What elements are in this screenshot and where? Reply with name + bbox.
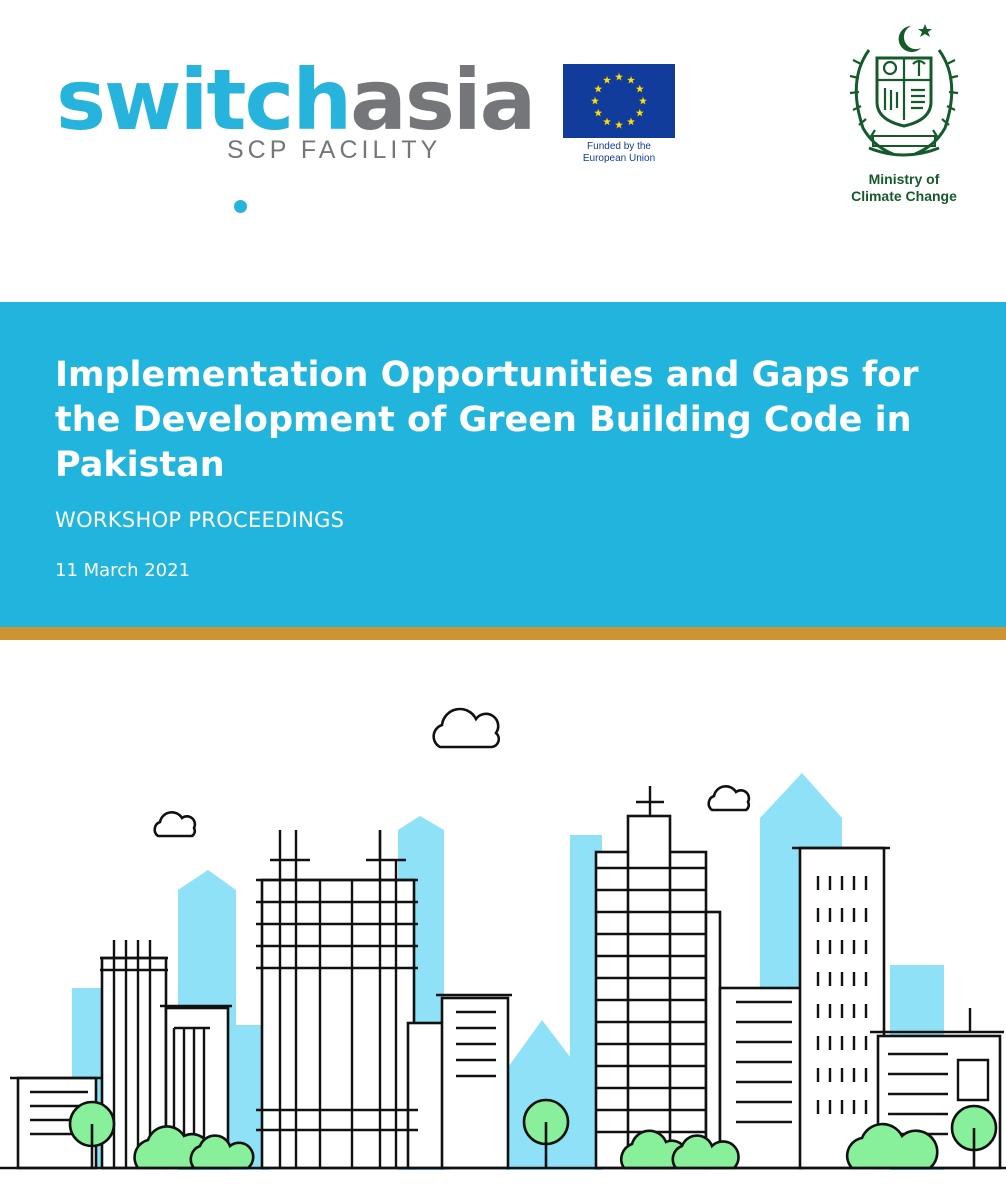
cloud-icon — [434, 709, 499, 747]
ministry-logo — [836, 20, 972, 205]
city-skyline-illustration — [0, 640, 1006, 1198]
asia-text: asia — [350, 51, 535, 149]
document-subtitle: WORKSHOP PROCEEDINGS — [55, 508, 345, 532]
ministry-name-line2: Climate Change — [851, 188, 957, 204]
switchasia-wordmark — [56, 50, 534, 150]
document-title: Implementation Opportunities and Gaps for the Development of Green Building Code in Pakistan — [55, 355, 919, 485]
cover-header — [0, 0, 1006, 300]
gold-divider — [0, 627, 1006, 640]
cloud-icon — [709, 786, 749, 810]
state-emblem-icon — [839, 20, 969, 165]
eu-caption-line1: Funded by the — [587, 141, 651, 152]
eu-flag-icon — [563, 64, 675, 138]
switch-text: switch — [56, 51, 351, 149]
eu-caption-line2: European Union — [582, 153, 656, 164]
switchasia-logo — [56, 51, 535, 166]
switchasia-tagline: SCP FACILITY — [227, 136, 442, 164]
cloud-icon — [155, 812, 195, 836]
title-banner — [0, 302, 1006, 627]
ministry-name-line1: Ministry of — [868, 171, 940, 187]
eu-logo — [563, 64, 675, 165]
document-date: 11 March 2021 — [55, 560, 191, 581]
switchasia-dot-icon — [234, 200, 247, 213]
buildings — [10, 816, 1004, 1168]
